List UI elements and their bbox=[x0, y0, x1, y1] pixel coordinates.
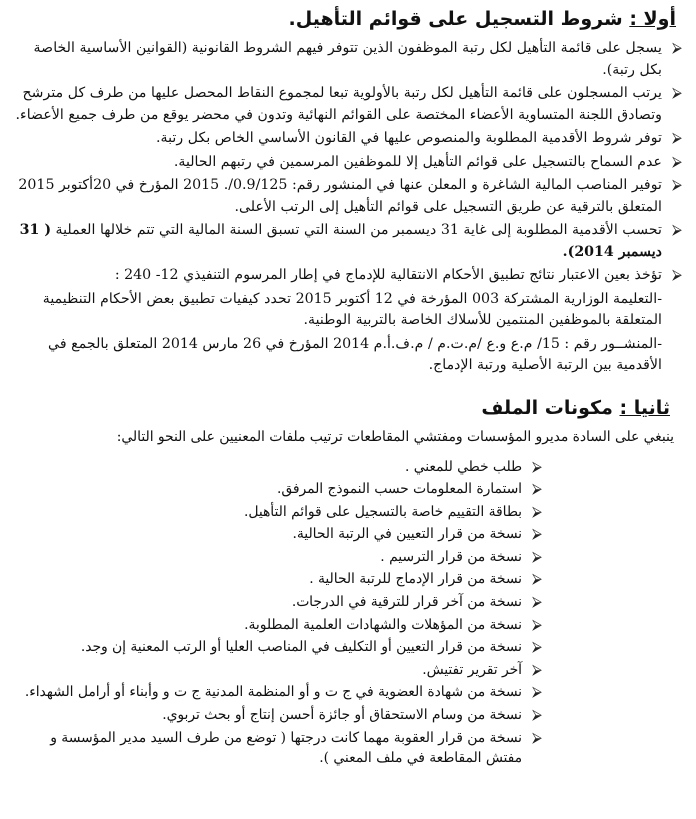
list-item bbox=[14, 502, 542, 522]
instruction-reference: -التعليمة الوزارية المشتركة 003 المؤرخة في 12 أكتوبر 2015 تحدد كيفيات تطبيق بعض الأحكام التنظيمية المتعلقة بالموظفين المنتمين للأسلاك الخاصة بالتربية الوطنية. bbox=[42, 290, 662, 328]
list-item bbox=[14, 592, 542, 612]
item-text: نسخة من قرار التعيين أو التكليف في المناصب العليا أو الرتب المعنية إن وجد. bbox=[80, 639, 522, 656]
section-2-title: مكونات الملف bbox=[481, 396, 613, 419]
item-text: نسخة من قرار العقوبة مهما كانت درجتها ( توضع من طرف السيد مدير المؤسسة و مفتش المقاطعة في ملف المعني ). bbox=[50, 729, 522, 767]
item-text: تحسب الأقدمية المطلوبة إلى غاية 31 ديسمبر من السنة التي تسبق السنة المالية التي تتم خلالها العملية bbox=[51, 222, 662, 238]
item-text: نسخة من قرار التعيين في الرتبة الحالية. bbox=[292, 526, 522, 543]
list-item bbox=[14, 660, 542, 680]
list-item bbox=[14, 479, 542, 499]
arrow-bullet-icon: ⮚ bbox=[532, 481, 542, 498]
arrow-bullet-icon: ⮚ bbox=[532, 458, 542, 475]
arrow-bullet-icon: ⮚ bbox=[672, 153, 682, 170]
arrow-bullet-icon: ⮚ bbox=[532, 594, 542, 611]
item-text: نسخة من وسام الاستحقاق أو جائزة أحسن إنتاج أو بحث تربوي. bbox=[162, 707, 522, 724]
arrow-bullet-icon: ⮚ bbox=[532, 571, 542, 588]
list-item bbox=[14, 705, 542, 725]
section-2-intro: ينبغي على السادة مديرو المؤسسات ومفتشي المقاطعات ترتيب ملفات المعنيين على النحو التالي: bbox=[116, 428, 674, 445]
list-item bbox=[14, 220, 682, 263]
list-item bbox=[14, 83, 682, 126]
item-text: نسخة من شهادة العضوية في ج ت و أو المنظمة المدنية ج ت و وأبناء أو أرامل الشهداء. bbox=[24, 684, 522, 701]
list-item bbox=[14, 152, 682, 174]
arrow-bullet-icon: ⮚ bbox=[672, 222, 682, 238]
item-text: تؤخذ بعين الاعتبار نتائج تطبيق الأحكام الانتقالية للإدماج في إطار المرسوم التنفيذي 12- 240 : bbox=[114, 267, 662, 283]
list-item bbox=[14, 615, 542, 635]
item-text: طلب خطي للمعني . bbox=[404, 458, 522, 475]
item-text: توفير المناصب المالية الشاغرة و المعلن عنها في المنشور رقم: 0.9/125/. 2015 المؤرخ في 20أكتوبر 2015 المتعلق بالترقية عن طريق التسجيل على قوائم التأهيل إلى الرتب الأعلى. bbox=[18, 177, 662, 215]
arrow-bullet-icon: ⮚ bbox=[532, 616, 542, 633]
item-text: نسخة من آخر قرار للترقية في الدرجات. bbox=[291, 594, 522, 611]
arrow-bullet-icon: ⮚ bbox=[672, 40, 682, 56]
section-1-number: أولا : bbox=[629, 8, 676, 30]
item-text: نسخة من قرار الترسيم . bbox=[380, 548, 522, 565]
list-item bbox=[14, 547, 542, 567]
section-2-number: ثانيا : bbox=[619, 396, 670, 419]
section-2-heading bbox=[14, 395, 670, 421]
arrow-bullet-icon: ⮚ bbox=[532, 503, 542, 520]
list-item bbox=[14, 38, 682, 81]
file-components-list bbox=[14, 457, 682, 769]
arrow-bullet-icon: ⮚ bbox=[532, 684, 542, 701]
item-text: توفر شروط الأقدمية المطلوبة والمنصوص عليها في القانون الأساسي الخاص بكل رتبة. bbox=[156, 130, 662, 146]
item-text: يسجل على قائمة التأهيل لكل رتبة الموظفون الذين تتوفر فيهم الشروط القانونية (القوانين الأساسية الخاصة بكل رتبة). bbox=[33, 40, 662, 78]
item-text: نسخة من المؤهلات والشهادات العلمية المطلوبة. bbox=[244, 616, 522, 633]
list-item bbox=[14, 265, 682, 287]
item-text: بطاقة التقييم خاصة بالتسجيل على قوائم التأهيل. bbox=[244, 503, 522, 520]
list-item bbox=[14, 728, 542, 769]
item-text: استمارة المعلومات حسب النموذج المرفق. bbox=[277, 481, 522, 498]
arrow-bullet-icon: ⮚ bbox=[672, 267, 682, 283]
arrow-bullet-icon: ⮚ bbox=[532, 548, 542, 565]
arrow-bullet-icon: ⮚ bbox=[672, 130, 682, 146]
circular-reference: -المنشــور رقم : 15/ م.ع و.ع /م.ت.م / م.ف.أ.م 2014 المؤرخ في 26 مارس 2014 المتعلق بالجمع في الأقدمية بين الرتبة الأصلية ورتبة الإدماج. bbox=[48, 335, 662, 373]
list-item bbox=[14, 569, 542, 589]
arrow-bullet-icon: ⮚ bbox=[532, 729, 542, 746]
arrow-bullet-icon: ⮚ bbox=[532, 526, 542, 543]
item-text: نسخة من قرار الإدماج للرتبة الحالية . bbox=[309, 571, 522, 588]
conditions-list bbox=[14, 38, 682, 287]
arrow-bullet-icon: ⮚ bbox=[672, 85, 682, 101]
item-text: عدم السماح بالتسجيل على قوائم التأهيل إلا للموظفين المرسمين في رتبهم الحالية. bbox=[173, 153, 662, 170]
list-item bbox=[14, 637, 542, 657]
list-item bbox=[14, 128, 682, 150]
arrow-bullet-icon: ⮚ bbox=[532, 707, 542, 724]
list-item bbox=[14, 175, 682, 218]
item-bold-date: ( 31 ديسمبر 2014). bbox=[19, 222, 662, 260]
section-1-title: شروط التسجيل على قوائم التأهيل. bbox=[288, 8, 623, 30]
section-1-heading bbox=[14, 6, 676, 32]
arrow-bullet-icon: ⮚ bbox=[532, 661, 542, 678]
list-item bbox=[14, 457, 542, 477]
item-text: يرتب المسجلون على قائمة التأهيل لكل رتبة بالأولوية تبعا لمجموع النقاط المحصل عليها من طرف كل مترشح وتصادق اللجنة المتساوية الأعضاء المختصة على القوائم النهائية وتدون في محضر يوقع من طرف جميع الأعضاء. bbox=[15, 85, 662, 123]
arrow-bullet-icon: ⮚ bbox=[672, 177, 682, 193]
item-text: آخر تقرير تفتيش. bbox=[422, 661, 522, 678]
list-item bbox=[14, 682, 542, 702]
arrow-bullet-icon: ⮚ bbox=[532, 639, 542, 656]
list-item bbox=[14, 524, 542, 544]
